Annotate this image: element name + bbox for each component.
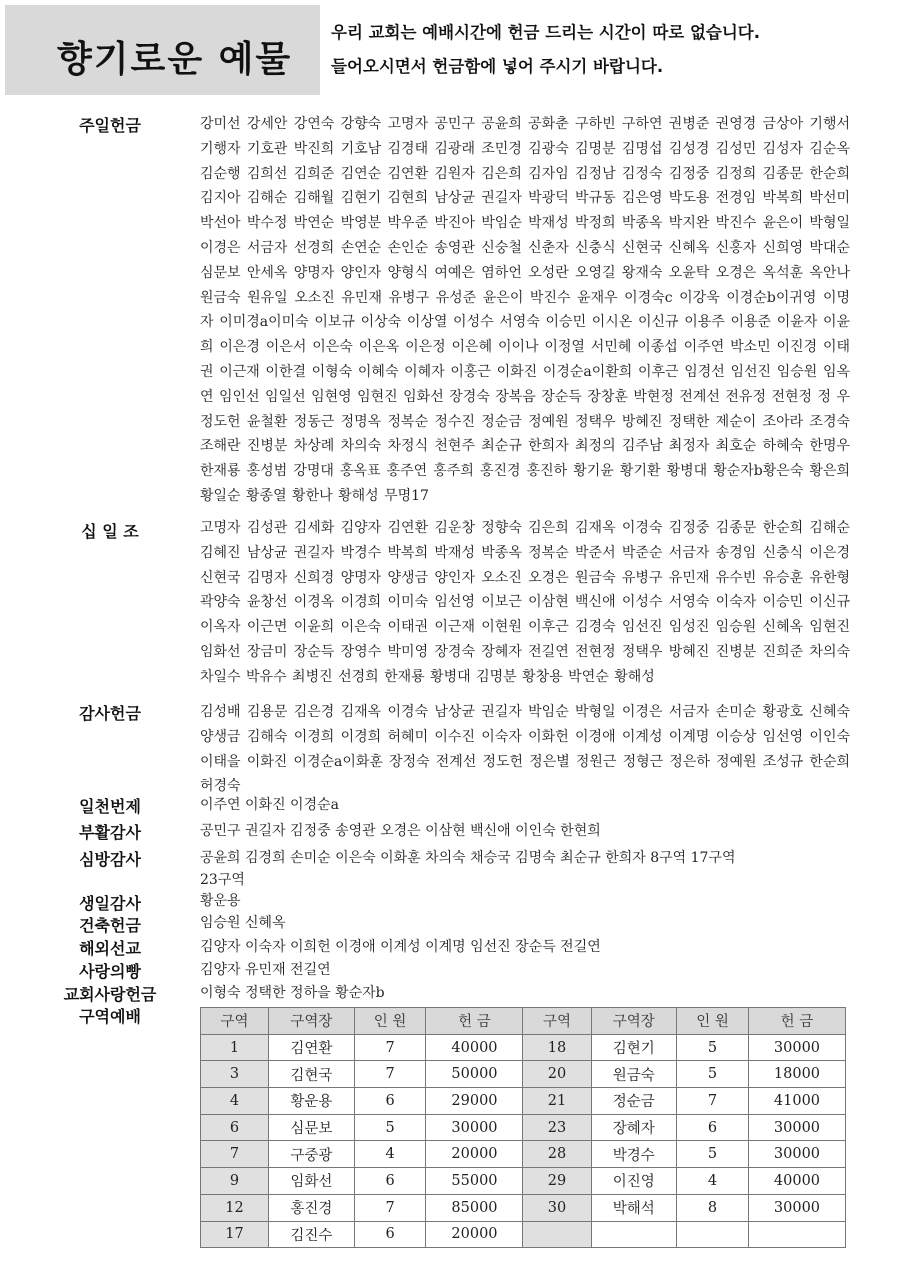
- header-count: 인 원: [354, 1008, 426, 1035]
- table-row: [201, 1114, 846, 1141]
- district-count: 7: [677, 1088, 749, 1115]
- header-district: 구역: [201, 1008, 269, 1035]
- district-count: 6: [354, 1221, 426, 1248]
- district-amount: 41000: [748, 1088, 845, 1115]
- district-count: 6: [677, 1114, 749, 1141]
- district-number: [523, 1221, 591, 1248]
- district-leader: 이진영: [591, 1168, 677, 1195]
- easter-thanks-names: 공민구 권길자 김정중 송영관 오경은 이삼현 백신애 이인숙 한현희: [200, 823, 601, 839]
- district-amount: 40000: [748, 1168, 845, 1195]
- district-amount: 18000: [748, 1061, 845, 1088]
- district-leader: 박경수: [591, 1141, 677, 1168]
- notice-text: [331, 16, 896, 84]
- visit-thanks-names-1: 공윤희 김경희 손미순 이은숙 이화훈 차의숙 채승국 김명숙 최순규 한희자 8구역 17구역: [200, 850, 736, 866]
- district-amount: 30000: [748, 1114, 845, 1141]
- visit-thanks-label: 심방감사: [79, 850, 141, 869]
- table-row: [201, 1221, 846, 1248]
- sunday-offering-names: 강미선 강세안 강연숙 강향숙 고명자 공민구 공윤희 공화춘 구하빈 구하연 권병준 권영경 금상아 기행서 기행자 기호관 박진희 기호남 김경태 김광래 조민경 김광숙 김명분 김명섭 김성경 김성민 김성자 김순옥 김순행 김희선 김희준 김연순 김연환 김원자 김은희 김자임 김정남 김정숙 김정중 김정희 김종문 한순희 김지아 김해순 김해월 김현기 김현희 남상균 권길자 박광덕 박규동 김은영 박도용 전경임 박복희 박선미 박선아 박수정 박연순 박영분 박우준 박진아 박임순 박재성 박정희 박종옥 박지완 박진수 윤은이 박형일 이경은 서금자 선경희 손연순 손인순 송영관 신숭철 신춘자 신충식 신현국 신혜옥 신홍자 신희영 박대순 심문보 안세옥 양명자 양인자 양형식 여예은 염하언 오성란 오영길 왕재숙 오윤탁 오경은 옥석훈 옥안나 원금숙 원유일 오소진 유민재 유병구 유성준 윤은이 박진수 윤재우 이경숙c 이강욱 이경순b이귀영 이명자 이미경a이미숙 이보규 이상숙 이상열 이성수 서영숙 이승민 이시온 이신규 이용주 이용준 이윤자 이윤희 이은경 이은서 이은숙 이은옥 이은정 이은혜 이이나 이정열 서민혜 이종섭 이주연 박소민 이진경 이태권 이근재 이한결 이형숙 이혜숙 이혜자 이홍근 이화진 이경순a이환희 이후근 임경선 임선진 임승원 임옥연 임인선 임일선 임현영 임현진 임화선 장경숙 장복음 장순득 장창훈 박현정 전계선 전유정 전현정 정 우 정도헌 윤철환 정동근 정명옥 정복순 정수진 정순금 정예원 정택우 방혜진 정택한 제순이 조아라 조경숙 조해란 진병분 차상례 차의숙 차정식 천현주 최순규 한희자 최정의 김주남 최정자 최호순 하혜숙 한명우 한재룡 홍성범 강명대 홍옥표 홍주연 홍주희 홍진경 홍진하 황기윤 황기환 황병대 황순자b황은숙 황은희 황일순 황종열 황한나 황해성 무명17: [200, 116, 850, 504]
- district-amount: 30000: [748, 1034, 845, 1061]
- district-leader: 원금숙: [591, 1061, 677, 1088]
- thousand-offering-label: 일천번제: [79, 797, 141, 816]
- district-leader: 박해석: [591, 1194, 677, 1221]
- visit-thanks-names-2: 23구역: [200, 872, 245, 888]
- district-count: 5: [677, 1034, 749, 1061]
- district-count: 7: [354, 1194, 426, 1221]
- district-leader: 김현기: [591, 1034, 677, 1061]
- district-count: [677, 1221, 749, 1248]
- page-title: 향기로운 예물: [57, 39, 293, 80]
- thanks-offering-names: 김성배 김용문 김은경 김재옥 이경숙 남상균 권길자 박임순 박형일 이경은 서금자 손미순 황광호 신혜숙 양생금 김해숙 이경희 이경희 허혜미 이수진 이숙자 이화헌 이경애 이계성 이계명 이승상 임선영 이인숙 이태을 이화진 이경순a이화훈 장정숙 전계선 정도헌 정은별 정원근 정형근 정은하 정예원 조성규 한순희 허경숙: [200, 704, 850, 795]
- district-number: 7: [201, 1141, 269, 1168]
- district-amount: 50000: [426, 1061, 523, 1088]
- district-leader: 홍진경: [269, 1194, 355, 1221]
- tithe-names: 고명자 김성관 김세화 김양자 김연환 김운창 정향숙 김은희 김재옥 이경숙 김정중 김종문 한순희 김해순 김혜진 남상균 권길자 박경수 박복희 박재성 박종옥 정복순 박준서 박준순 서금자 송경임 신충식 이은경 신현국 김명자 신희경 양명자 양생금 양인자 오소진 오경은 원금숙 유병구 유민재 유수빈 유승훈 유한형 곽양숙 윤창선 이경옥 이경희 이미숙 임선영 이보근 이삼현 백신애 이성수 서영숙 이숙자 이승민 이신규 이옥자 이근면 이윤희 이은숙 이태권 이근재 이현원 이후근 김경숙 임선진 임성진 임승원 신혜옥 임현진 임화선 장금미 장순득 장영수 박미영 장경숙 장혜자 전길연 전현정 정택우 방혜진 진병분 진희준 차의숙 차일수 박유수 최병진 선경희 한재룡 황병대 김명분 황창용 박연순 황해성: [200, 520, 850, 685]
- district-count: 6: [354, 1088, 426, 1115]
- district-leader: 구중광: [269, 1141, 355, 1168]
- district-number: 18: [523, 1034, 591, 1061]
- mission-offering-label: 해외선교: [79, 939, 141, 958]
- header-amount: 헌 금: [426, 1008, 523, 1035]
- header-amount: 헌 금: [748, 1008, 845, 1035]
- district-amount: 20000: [426, 1221, 523, 1248]
- district-amount: [748, 1221, 845, 1248]
- district-count: 7: [354, 1061, 426, 1088]
- district-leader: 김진수: [269, 1221, 355, 1248]
- district-number: 3: [201, 1061, 269, 1088]
- sunday-offering-label: 주일헌금: [79, 116, 141, 135]
- district-amount: 30000: [748, 1194, 845, 1221]
- district-number: 28: [523, 1141, 591, 1168]
- district-number: 23: [523, 1114, 591, 1141]
- district-amount: 55000: [426, 1168, 523, 1195]
- table-row: [201, 1034, 846, 1061]
- district-amount: 30000: [748, 1141, 845, 1168]
- love-bread-label: 사랑의빵: [79, 962, 141, 981]
- thousand-offering-names: 이주연 이화진 이경순a: [200, 797, 339, 813]
- header-count: 인 원: [677, 1008, 749, 1035]
- notice-line-2: 들어오시면서 헌금함에 넣어 주시기 바랍니다.: [331, 57, 664, 76]
- district-count: 8: [677, 1194, 749, 1221]
- header-leader: 구역장: [591, 1008, 677, 1035]
- district-leader: [591, 1221, 677, 1248]
- district-count: 5: [677, 1061, 749, 1088]
- district-count: 7: [354, 1034, 426, 1061]
- district-table-header: [201, 1008, 846, 1035]
- church-love-label: 교회사랑헌금: [63, 985, 157, 1004]
- thanks-offering-label: 감사헌금: [79, 704, 141, 723]
- district-leader: 임화선: [269, 1168, 355, 1195]
- district-count: 5: [677, 1141, 749, 1168]
- district-number: 9: [201, 1168, 269, 1195]
- district-leader: 장혜자: [591, 1114, 677, 1141]
- district-count: 4: [354, 1141, 426, 1168]
- district-count: 5: [354, 1114, 426, 1141]
- district-number: 1: [201, 1034, 269, 1061]
- district-leader: 김연환: [269, 1034, 355, 1061]
- district-number: 6: [201, 1114, 269, 1141]
- header-leader: 구역장: [269, 1008, 355, 1035]
- district-worship-label: 구역예배: [79, 1007, 141, 1026]
- district-leader: 심문보: [269, 1114, 355, 1141]
- district-number: 4: [201, 1088, 269, 1115]
- header-district: 구역: [523, 1008, 591, 1035]
- district-number: 12: [201, 1194, 269, 1221]
- district-number: 30: [523, 1194, 591, 1221]
- district-count: 4: [677, 1168, 749, 1195]
- district-amount: 85000: [426, 1194, 523, 1221]
- district-number: 29: [523, 1168, 591, 1195]
- table-row: [201, 1168, 846, 1195]
- table-row: [201, 1194, 846, 1221]
- district-number: 17: [201, 1221, 269, 1248]
- district-leader: 김현국: [269, 1061, 355, 1088]
- notice-line-1: 우리 교회는 예배시간에 헌금 드리는 시간이 따로 없습니다.: [331, 23, 761, 42]
- district-amount: 29000: [426, 1088, 523, 1115]
- building-offering-names: 임승원 신혜옥: [200, 915, 286, 931]
- district-leader: 황운용: [269, 1088, 355, 1115]
- table-row: [201, 1088, 846, 1115]
- district-leader: 정순금: [591, 1088, 677, 1115]
- church-love-names: 이형숙 정택한 정하을 황순자b: [200, 985, 385, 1001]
- tithe-label: 십 일 조: [81, 522, 139, 541]
- easter-thanks-label: 부활감사: [79, 823, 141, 842]
- district-amount: 20000: [426, 1141, 523, 1168]
- district-number: 21: [523, 1088, 591, 1115]
- building-offering-label: 건축헌금: [79, 916, 141, 935]
- birthday-thanks-label: 생일감사: [79, 894, 141, 913]
- district-count: 6: [354, 1168, 426, 1195]
- district-amount: 30000: [426, 1114, 523, 1141]
- birthday-thanks-names: 황운용: [200, 893, 241, 909]
- district-number: 20: [523, 1061, 591, 1088]
- love-bread-names: 김양자 유민재 전길연: [200, 962, 331, 978]
- district-amount: 40000: [426, 1034, 523, 1061]
- mission-offering-names: 김양자 이숙자 이희헌 이경애 이계성 이계명 임선진 장순득 전길연: [200, 939, 601, 955]
- district-table: [200, 1007, 846, 1248]
- table-row: [201, 1141, 846, 1168]
- title-banner: [5, 5, 320, 95]
- table-row: [201, 1061, 846, 1088]
